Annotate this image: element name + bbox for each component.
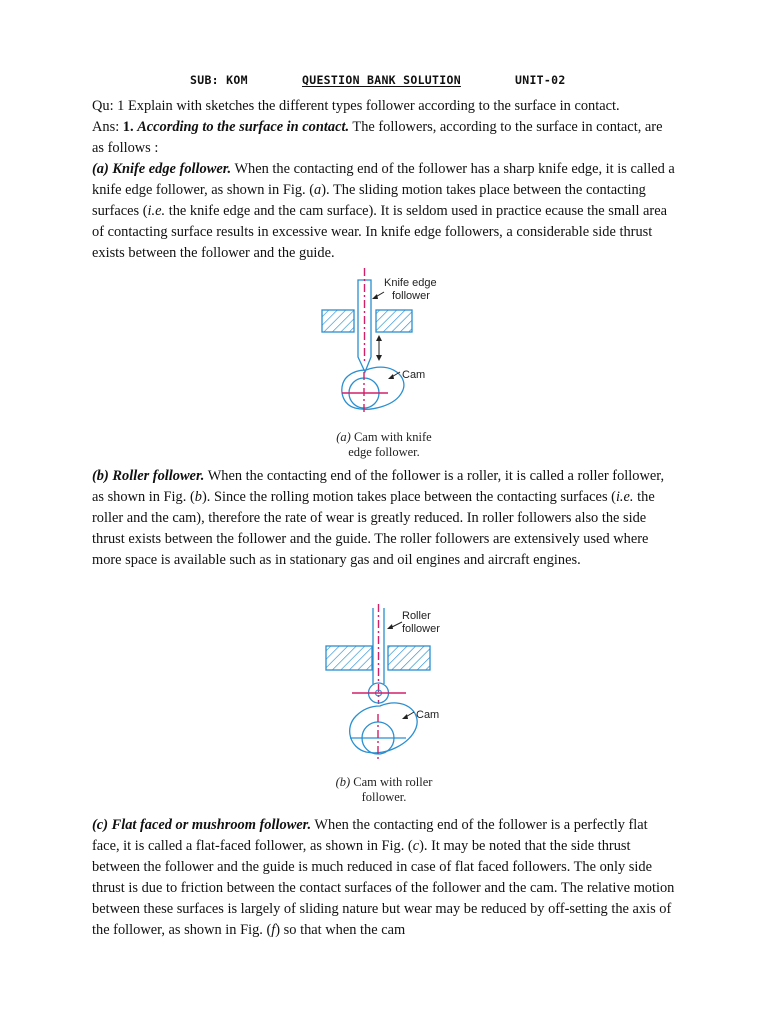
roller-follower-figure	[300, 600, 500, 770]
cam-label-a: Cam	[402, 369, 426, 381]
knife-edge-label-line-2: follower	[392, 290, 430, 302]
unit-label: UNIT-02	[515, 73, 566, 87]
question-text: Qu: 1 Explain with sketches the different types follower according to the surface in contact.	[92, 98, 620, 114]
flat-faced-follower-block	[92, 815, 677, 941]
figure-b-caption: (b) Cam with roller follower.	[335, 775, 433, 804]
question-answer-block	[92, 96, 677, 264]
roller-follower-paragraph: (b) Roller follower. When the contacting end of the follower is a roller, it is called a roller follower, as shown in Fig. (b). Since the rolling motion takes place between the contacting surfaces (i.e. the roller and the cam), therefore the rate of wear is greatly reduced. In roller followers also the side thrust exists between the follower and the guide. The roller followers are extensively used where more space is available such as in stationary gas and oil engines and aircraft engines.	[92, 468, 665, 568]
subject-label: SUB: KOM	[190, 73, 248, 87]
knife-edge-paragraph: (a) Knife edge follower. When the contacting end of the follower has a sharp knife edge, it is called a knife edge follower, as shown in Fig. (a). The sliding motion takes place between the contacting surfaces (i.e. the knife edge and the cam surface). It is seldom used in practice ecause the small area of contacting surface results in excessive wear. In knife edge followers, a considerable side thrust exists between the follower and the guide.	[92, 161, 675, 261]
roller-label-line-1: Roller	[402, 610, 431, 622]
cam-label-b: Cam	[416, 709, 440, 721]
roller-label-line-2: follower	[402, 623, 440, 635]
knife-edge-label-line-1: Knife edge	[384, 277, 437, 289]
answer-intro: Ans: 1. According to the surface in contact. The followers, according to the surface in contact, are as follows :	[92, 119, 663, 156]
figure-a-caption: (a) Cam with knife edge follower.	[336, 430, 432, 459]
knife-edge-follower-figure	[300, 262, 500, 422]
flat-faced-follower-paragraph: (c) Flat faced or mushroom follower. When the contacting end of the follower is a perfectly flat face, it is called a flat-faced follower, as shown in Fig. (c). It may be noted that the side thrust between the follower and the guide is much reduced in case of flat faced followers. The only side thrust is due to friction between the contact surfaces of the follower and the cam. The relative motion between these surfaces is largely of sliding nature but wear may be reduced by off-setting the axis of the follower, as shown in Fig. (f) so that when the cam	[92, 817, 675, 938]
roller-follower-block	[92, 466, 677, 571]
document-title: QUESTION BANK SOLUTION	[302, 73, 461, 87]
